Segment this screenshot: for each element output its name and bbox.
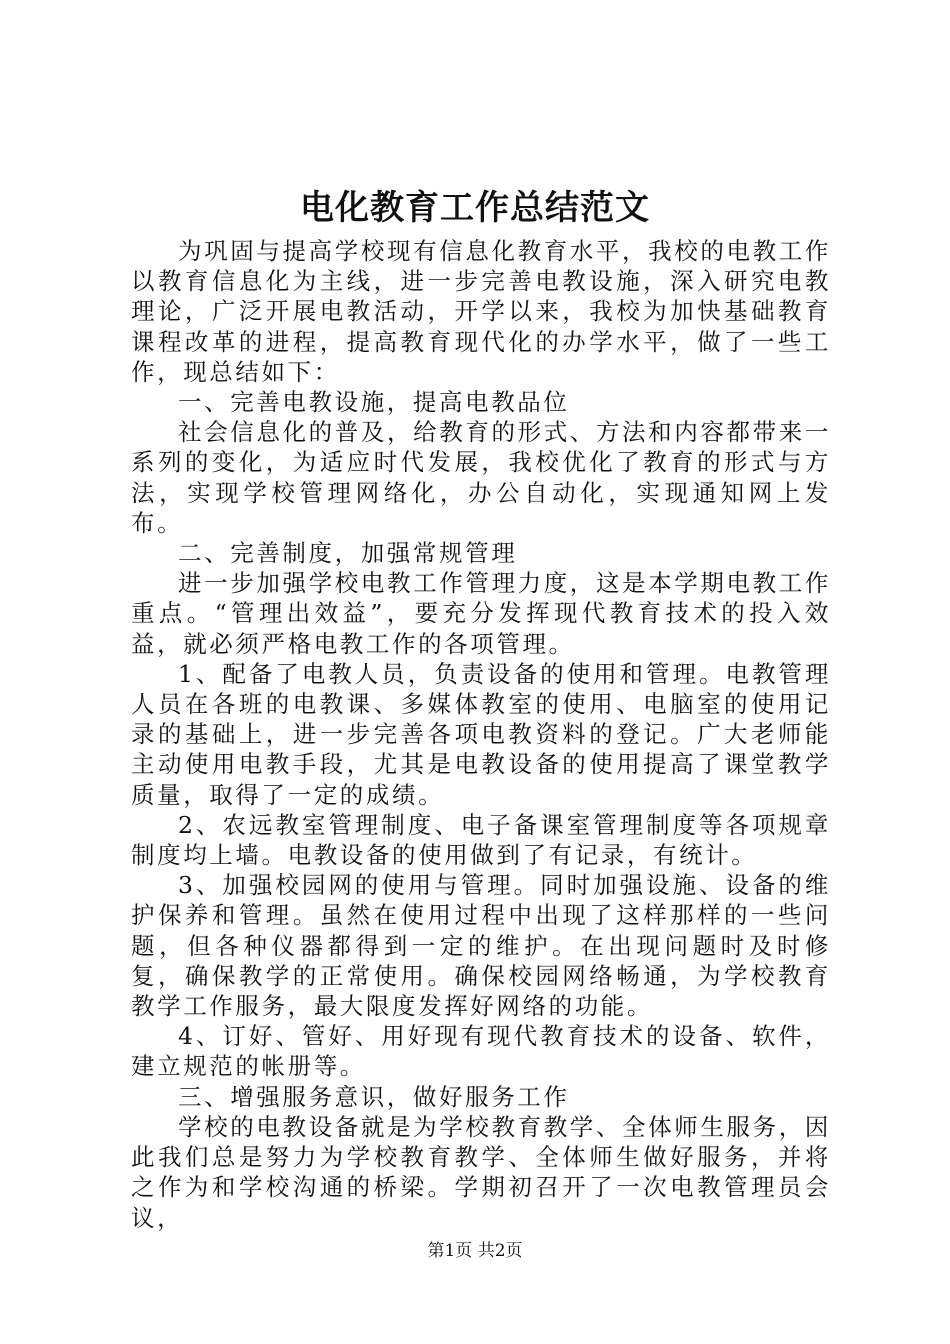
list-item: 3、加强校园网的使用与管理。同时加强设施、设备的维护保养和管理。虽然在使用过程中出现了这样那样的一些问题，但各种仪器都得到一定的维护。在出现问题时及时修复，确保教学的正常使用。确保校园网络畅通，为学校教育教学工作服务，最大限度发挥好网络的功能。 (131, 871, 831, 1021)
section-heading-2: 二、完善制度，加强常规管理 (178, 539, 518, 568)
list-item: 1、配备了电教人员，负责设备的使用和管理。电教管理人员在各班的电教课、多媒体教室的使用、电脑室的使用记录的基础上，进一步完善各项电教资料的登记。广大老师能主动使用电教手段，尤其是电教设备的使用提高了课堂教学质量，取得了一定的成绩。 (131, 659, 831, 809)
paragraph: 进一步加强学校电教工作管理力度，这是本学期电教工作重点。“管理出效益”，要充分发挥现代教育技术的投入效益，就必须严格电教工作的各项管理。 (131, 569, 831, 658)
paragraph: 学校的电教设备就是为学校教育教学、全体师生服务，因此我们总是努力为学校教育教学、全体师生做好服务，并将之作为和学校沟通的桥梁。学期初召开了一次电教管理员会议， (131, 1112, 831, 1232)
section-heading-1: 一、完善电教设施，提高电教品位 (178, 388, 570, 417)
document-title: 电化教育工作总结范文 (300, 188, 650, 228)
document-body (131, 236, 831, 1233)
paragraph: 社会信息化的普及，给教育的形式、方法和内容都带来一系列的变化，为适应时代发展，我校优化了教育的形式与方法，实现学校管理网络化，办公自动化，实现通知网上发布。 (131, 418, 831, 537)
paragraph-intro: 为巩固与提高学校现有信息化教育水平，我校的电教工作以教育信息化为主线，进一步完善电教设施，深入研究电教理论，广泛开展电教活动，开学以来，我校为加快基础教育课程改革的进程，提高教育现代化的办学水平，做了一些工作，现总结如下： (131, 237, 831, 386)
section-heading-3: 三、增强服务意识，做好服务工作 (178, 1082, 570, 1111)
page-footer: 第1页 共2页 (427, 1241, 523, 1261)
list-item: 4、订好、管好、用好现有现代教育技术的设备、软件，建立规范的帐册等。 (131, 1022, 831, 1081)
list-item: 2、农远教室管理制度、电子备课室管理制度等各项规章制度均上墙。电教设备的使用做到了有记录，有统计。 (131, 810, 831, 870)
